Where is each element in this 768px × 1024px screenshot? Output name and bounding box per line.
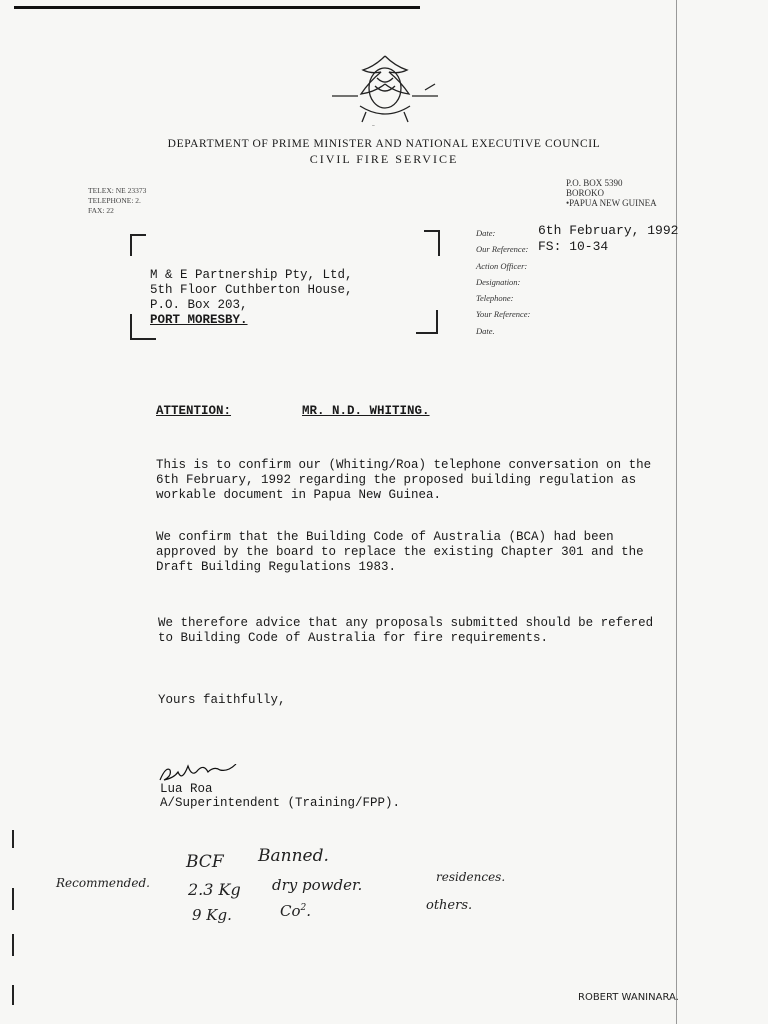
service-heading: CIVIL FIRE SERVICE	[309, 152, 459, 166]
body-line: 6th February, 1992 regarding the proposed building regulation as	[156, 473, 637, 487]
bracket-bottom-right	[416, 310, 438, 334]
margin-tick	[12, 985, 14, 1005]
bracket-top-right	[424, 230, 440, 256]
signatory-name: Lua Roa	[160, 782, 213, 796]
address-line: M & E Partnership Pty, Ltd,	[150, 268, 353, 282]
body-line: We therefore advice that any proposals submitted should be refered	[158, 616, 654, 630]
body-paragraph-1	[156, 458, 676, 503]
address-line: 5th Floor Cuthberton House,	[150, 283, 353, 297]
svg-text:~: ~	[372, 124, 375, 129]
body-line: approved by the board to replace the existing Chapter 301 and the	[156, 545, 644, 559]
telephone-line: TELEPHONE: 2.	[88, 196, 141, 205]
department-heading: DEPARTMENT OF PRIME MINISTER AND NATIONAL EXECUTIVE COUNCIL	[167, 138, 601, 150]
body-line: This is to confirm our (Whiting/Roa) telephone conversation on the	[156, 458, 652, 472]
handwritten-banned: Banned.	[258, 846, 329, 866]
address-line: P.O. Box 203,	[150, 298, 248, 312]
body-line: workable document in Papua New Guinea.	[156, 488, 442, 502]
date-label: Date:	[476, 228, 496, 238]
handwritten-bcf: BCF	[186, 852, 224, 872]
signatory-title: A/Superintendent (Training/FPP).	[160, 796, 401, 810]
handwritten-qty-1: 2.3 Kg	[188, 880, 241, 899]
handwritten-co2: Co$^2$.	[280, 902, 312, 920]
action-officer-label: Action Officer:	[476, 261, 528, 271]
our-reference-value: FS: 10-34	[538, 239, 609, 254]
body-paragraph-3	[158, 616, 678, 646]
body-paragraph-2	[156, 530, 676, 575]
date-value: 6th February, 1992	[538, 223, 679, 238]
po-box-line: P.O. BOX 5390	[566, 178, 623, 188]
handwritten-qty-2: 9 Kg.	[192, 906, 232, 924]
body-line: Draft Building Regulations 1983.	[156, 560, 397, 574]
fax-line: FAX: 22	[88, 206, 114, 215]
margin-tick	[12, 830, 14, 848]
attention-name: MR. N.D. WHITING.	[302, 404, 430, 418]
city-line: BOROKO	[566, 188, 605, 198]
salutation: Yours faithfully,	[158, 693, 286, 707]
handwritten-author: ROBERT WANINARA.	[578, 992, 679, 1003]
handwritten-recommended: Recommended.	[56, 876, 150, 890]
attention-label: ATTENTION:	[156, 404, 232, 418]
telex-block	[88, 186, 146, 216]
bird-of-paradise-crest-icon	[330, 48, 440, 130]
date2-label: Date.	[476, 326, 495, 336]
country-line: •PAPUA NEW GUINEA	[566, 198, 657, 208]
po-box-block	[566, 178, 657, 208]
body-line: We confirm that the Building Code of Australia (BCA) had been	[156, 530, 614, 544]
scan-top-bar	[14, 6, 420, 9]
our-reference-label: Our Reference:	[476, 244, 529, 254]
handwritten-others: others.	[426, 898, 473, 913]
handwritten-dry-powder: dry powder.	[272, 876, 363, 894]
telex-line: TELEX: NE 23373	[88, 186, 147, 195]
your-reference-label: Your Reference:	[476, 309, 531, 319]
designation-label: Designation:	[476, 277, 521, 287]
margin-tick	[12, 934, 14, 956]
margin-tick	[12, 888, 14, 910]
bracket-top-left	[130, 234, 146, 256]
address-city-line: PORT MORESBY.	[150, 313, 248, 327]
telephone-label: Telephone:	[476, 293, 514, 303]
recipient-address	[150, 268, 353, 328]
handwritten-residences: residences.	[436, 870, 506, 884]
body-line: to Building Code of Australia for fire requirements.	[158, 631, 549, 645]
